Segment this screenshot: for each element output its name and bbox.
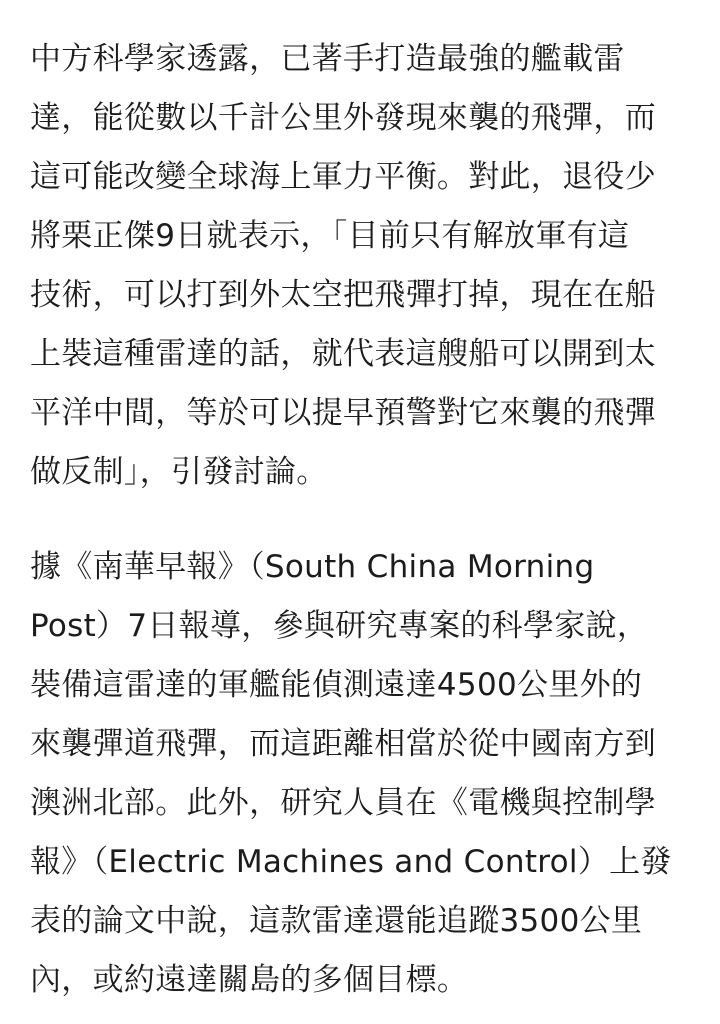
paragraph-line: 報》（Electric Machines and Control）上發 [30, 844, 672, 880]
paragraph-line: 內，或約遠達關島的多個目標。 [30, 962, 469, 998]
paragraph-line: 來襲彈道飛彈，而這距離相當於從中國南方到 [30, 726, 656, 762]
paragraph-line: 做反制」，引發討論。 [30, 454, 328, 490]
paragraph-line: 技術，可以打到外太空把飛彈打掉，現在在船 [30, 277, 656, 313]
paragraph-line: 澳洲北部。此外，研究人員在《電機與控制學 [30, 785, 656, 821]
paragraph-line: Post）7日報導，參與研究專案的科學家說， [30, 608, 649, 644]
paragraph-line: 上裝這種雷達的話，就代表這艘船可以開到太 [30, 336, 656, 372]
paragraph-line: 這可能改變全球海上軍力平衡。對此，退役少 [30, 159, 656, 195]
paragraph-line: 據《南華早報》（South China Morning [30, 549, 595, 585]
paragraph-line: 將栗正傑9日就表示，「目前只有解放軍有這 [30, 218, 630, 254]
paragraph-line: 達，能從數以千計公里外發現來襲的飛彈，而 [30, 100, 656, 136]
paragraph-line: 平洋中間，等於可以提早預警對它來襲的飛彈 [30, 395, 656, 431]
paragraph-line: 中方科學家透露，已著手打造最強的艦載雷 [30, 41, 625, 77]
paragraph-line: 裝備這雷達的軍艦能偵測遠達4500公里外的 [30, 667, 643, 703]
paragraph-line: 表的論文中說，這款雷達還能追蹤3500公里 [30, 903, 643, 939]
